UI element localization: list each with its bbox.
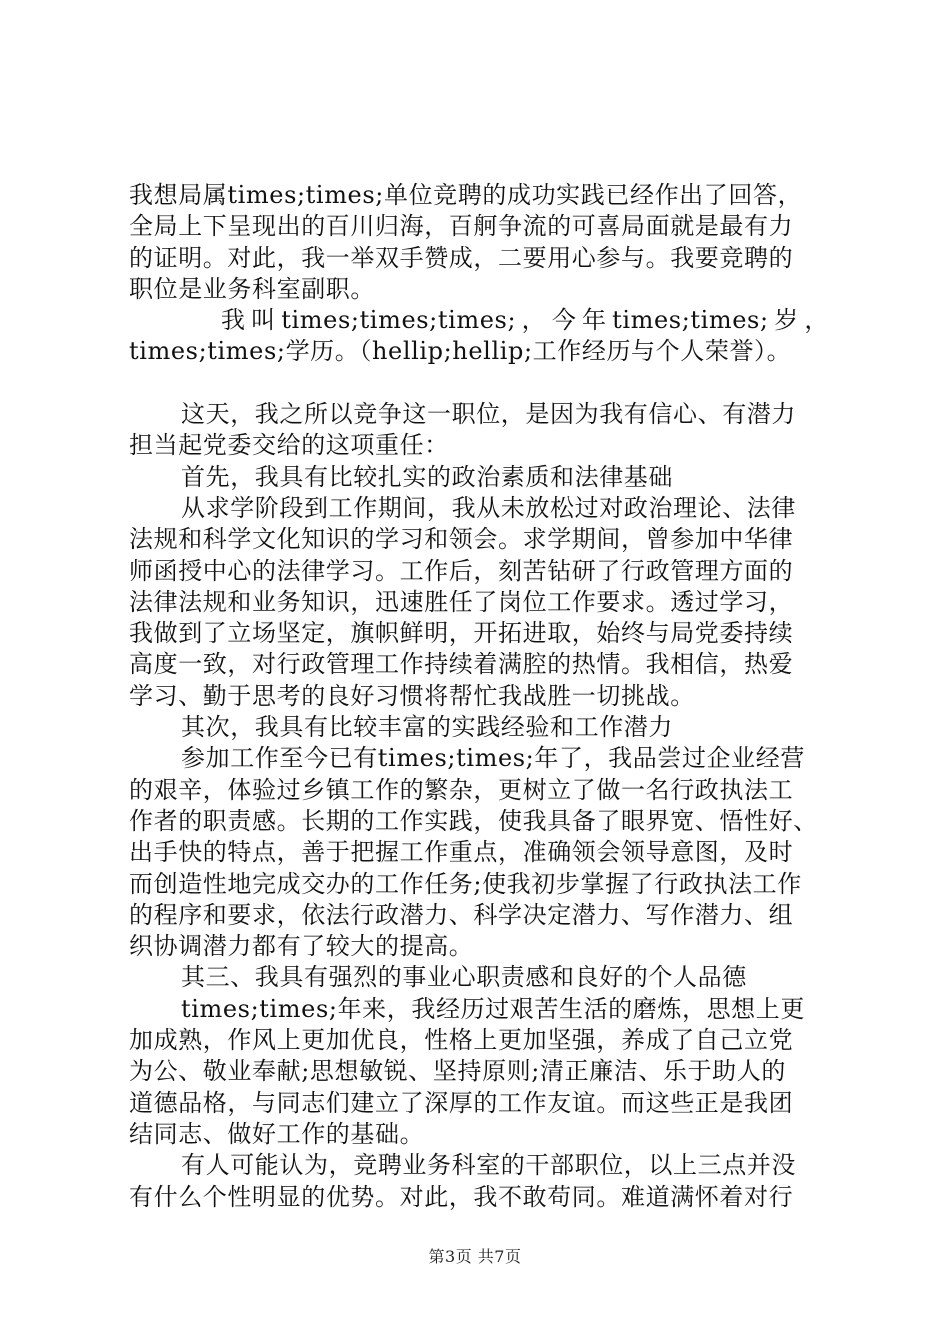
paragraph-start: times;times;年来，我经历过艰苦生活的磨炼，思想上更	[181, 994, 805, 1023]
text-line: 职位是业务科室副职。	[129, 274, 375, 303]
text-line: 的艰辛，体验过乡镇工作的繁杂，更树立了做一名行政执法工	[129, 775, 794, 804]
spaced-word: ，	[804, 306, 829, 335]
paragraph-start: 参加工作至今已有times;times;年了，我品尝过企业经营	[181, 744, 805, 773]
spaced-name-age-line	[129, 305, 829, 336]
text-line: times;times;学历。（hellip;hellip;工作经历与个人荣誉）。	[129, 337, 792, 366]
text-line: 法律法规和业务知识，迅速胜任了岗位工作要求。透过学习，	[129, 587, 794, 616]
text-line: 织协调潜力都有了较大的提高。	[129, 932, 474, 961]
text-line: 我想局属times;times;单位竞聘的成功实践已经作出了回答，	[129, 181, 803, 209]
text-line: 全局上下呈现出的百川归海，百舸争流的可喜局面就是最有力	[129, 212, 794, 241]
paragraph-start: 有人可能认为，竞聘业务科室的干部职位，以上三点并没	[181, 1151, 796, 1180]
text-line: 结同志、做好工作的基础。	[129, 1119, 425, 1148]
text-line: 高度一致，对行政管理工作持续着满腔的热情。我相信，热爱	[129, 650, 794, 679]
spaced-word: 年	[581, 306, 607, 335]
spaced-word: 我	[221, 306, 246, 335]
text-line: 有什么个性明显的优势。对此，我不敢苟同。难道满怀着对行	[129, 1182, 794, 1211]
section-heading: 其三、我具有强烈的事业心职责感和良好的个人品德	[181, 963, 747, 992]
spaced-word: ，	[521, 306, 547, 335]
page-number-footer: 第3页 共7页	[428, 1247, 522, 1266]
text-line: 出手快的特点，善于把握工作重点，准确领会领导意图，及时	[129, 838, 794, 867]
text-line: 师函授中心的法律学习。工作后，刻苦钻研了行政管理方面的	[129, 556, 794, 585]
blank-line	[129, 368, 829, 399]
text-line: 的程序和要求，依法行政潜力、科学决定潜力、写作潜力、组	[129, 900, 794, 929]
text-line: 法规和科学文化知识的学习和领会。求学期间，曾参加中华律	[129, 525, 794, 554]
text-line: 加成熟，作风上更加优良，性格上更加坚强，养成了自己立党	[129, 1026, 794, 1055]
section-heading: 其次，我具有比较丰富的实践经验和工作潜力	[181, 713, 673, 742]
text-line: 的证明。对此，我一举双手赞成，二要用心参与。我要竞聘的	[129, 243, 794, 272]
text-line: 我做到了立场坚定，旗帜鲜明，开拓进取，始终与局党委持续	[129, 619, 794, 648]
text-line: 学习、勤于思考的良好习惯将帮忙我战胜一切挑战。	[129, 681, 695, 710]
text-line: 担当起党委交给的这项重任：	[129, 431, 449, 460]
section-heading: 首先，我具有比较扎实的政治素质和法律基础	[181, 462, 673, 491]
spaced-word: 今	[551, 306, 577, 335]
text-line: 而创造性地完成交办的工作任务;使我初步掌握了行政执法工作	[129, 869, 802, 898]
spaced-word: times;times;	[612, 306, 769, 335]
spaced-word: 叫	[251, 306, 276, 335]
text-line: 为公、敬业奉献;思想敏锐、坚持原则;清正廉洁、乐于助人的	[129, 1057, 786, 1086]
spaced-word: times;times;times;	[281, 306, 517, 335]
document-body	[129, 180, 829, 1213]
text-line: 道德品格，与同志们建立了深厚的工作友谊。而这些正是我团	[129, 1088, 794, 1117]
paragraph-start: 这天，我之所以竞争这一职位，是因为我有信心、有潜力	[181, 400, 796, 429]
paragraph-start: 从求学阶段到工作期间，我从未放松过对政治理论、法律	[181, 493, 796, 522]
spaced-word: 岁	[774, 306, 799, 335]
text-line: 作者的职责感。长期的工作实践，使我具备了眼界宽、悟性好、	[129, 806, 818, 835]
